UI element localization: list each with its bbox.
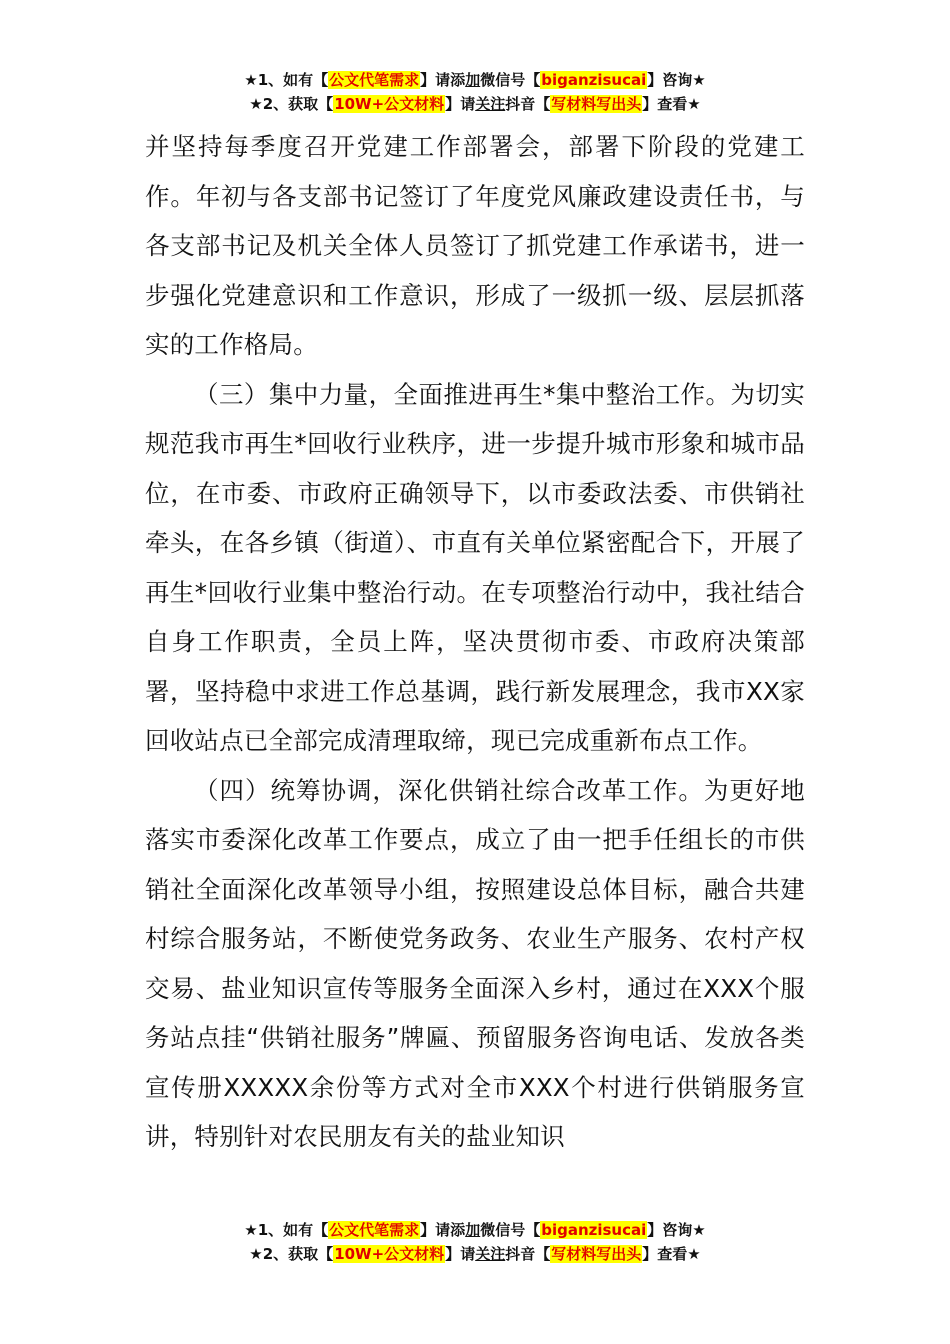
- banner-line-2: [0, 92, 950, 116]
- highlight-service: 公文代笔需求: [329, 71, 420, 89]
- footer-banner: [0, 1218, 950, 1266]
- banner-text: ★1、如有【: [244, 1221, 329, 1239]
- banner-text: 微信号【: [480, 71, 541, 89]
- highlight-douyin-account: 写材料写出头: [551, 1245, 642, 1263]
- banner-line-1: [0, 1218, 950, 1242]
- header-banner: [0, 68, 950, 116]
- banner-text: 】请: [445, 1245, 476, 1263]
- banner-text: 】查看★: [642, 95, 701, 113]
- banner-text: 】咨询★: [647, 1221, 706, 1239]
- banner-text: 微信号【: [480, 1221, 541, 1239]
- paragraph-continuation: 并坚持每季度召开党建工作部署会，部署下阶段的党建工作。年初与各支部书记签订了年度党风廉政建设责任书，与各支部书记及机关全体人员签订了抓党建工作承诺书，进一步强化党建意识和工作意识，形成了一级抓一级、层层抓落实的工作格局。: [145, 132, 805, 359]
- banner-text: ★2、获取【: [249, 1245, 334, 1263]
- banner-text: 抖音【: [505, 95, 551, 113]
- banner-text: 】咨询★: [647, 71, 706, 89]
- highlight-materials: 10W+公文材料: [334, 95, 445, 113]
- highlight-wechat-id: biganzisucai: [541, 71, 647, 89]
- highlight-materials: 10W+公文材料: [334, 1245, 445, 1263]
- banner-emphasis: 加: [465, 1221, 481, 1239]
- banner-text: 】请添: [420, 71, 466, 89]
- document-body: [145, 122, 805, 1162]
- banner-text: 】请: [445, 95, 476, 113]
- banner-text: 抖音【: [505, 1245, 551, 1263]
- banner-emphasis: 关注: [475, 95, 506, 113]
- paragraph-section-4: （四）统筹协调，深化供销社综合改革工作。为更好地落实市委深化改革工作要点，成立了由一把手任组长的市供销社全面深化改革领导小组，按照建设总体目标，融合共建村综合服务站，不断使党务政务、农业生产服务、农村产权交易、盐业知识宣传等服务全面深入乡村，通过在XXX个服务站点挂“供销社服务”牌匾、预留服务咨询电话、发放各类宣传册XXXXX余份等方式对全市XXX个村进行供销服务宣讲，特别针对农民朋友有关的盐业知识: [145, 775, 805, 1151]
- banner-text: ★2、获取【: [249, 95, 334, 113]
- banner-line-2: [0, 1242, 950, 1266]
- banner-emphasis: 加: [465, 71, 481, 89]
- paragraph-section-3: （三）集中力量，全面推进再生*集中整治工作。为切实规范我市再生*回收行业秩序，进一步提升城市形象和城市品位，在市委、市政府正确领导下，以市委政法委、市供销社牵头，在各乡镇（街道）、市直有关单位紧密配合下，开展了再生*回收行业集中整治行动。在专项整治行动中，我社结合自身工作职责，全员上阵，坚决贯彻市委、市政府决策部署，坚持稳中求进工作总基调，践行新发展理念，我市XX家回收站点已全部完成清理取缔，现已完成重新布点工作。: [145, 379, 805, 755]
- highlight-service: 公文代笔需求: [329, 1221, 420, 1239]
- highlight-wechat-id: biganzisucai: [541, 1221, 647, 1239]
- banner-text: 】查看★: [642, 1245, 701, 1263]
- banner-line-1: [0, 68, 950, 92]
- banner-text: ★1、如有【: [244, 71, 329, 89]
- banner-text: 】请添: [420, 1221, 466, 1239]
- highlight-douyin-account: 写材料写出头: [551, 95, 642, 113]
- banner-emphasis: 关注: [475, 1245, 506, 1263]
